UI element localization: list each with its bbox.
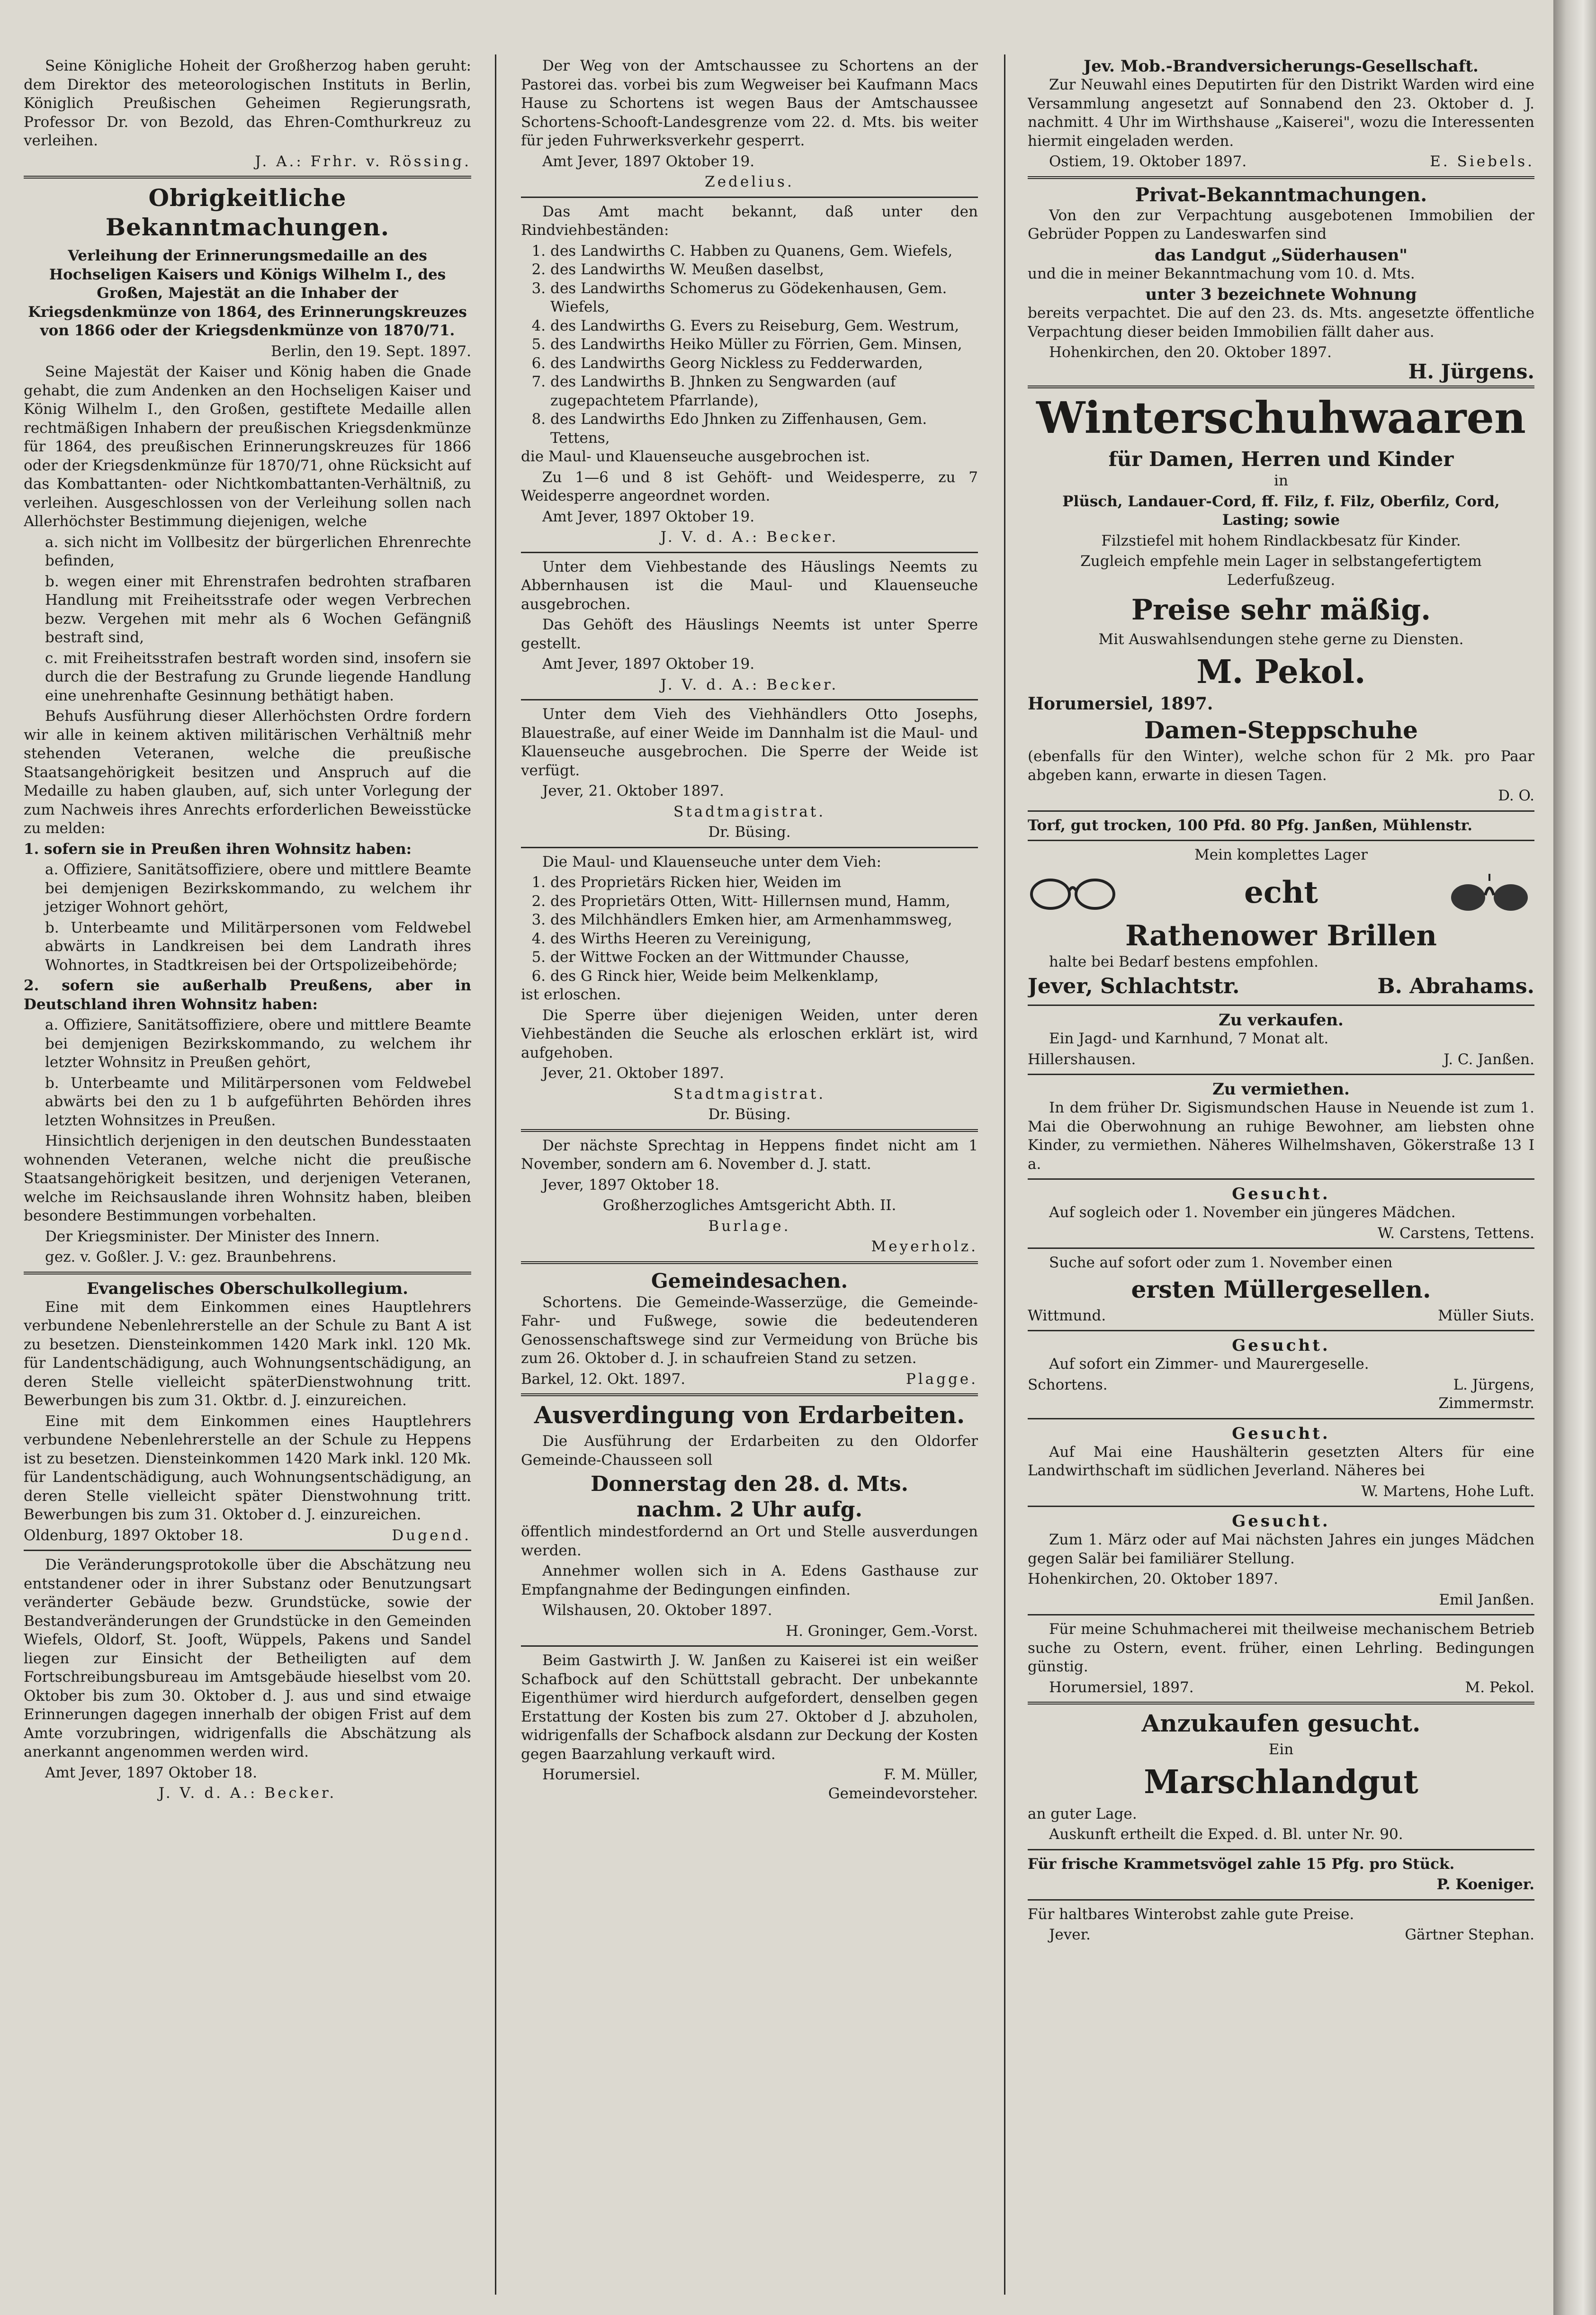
aus-time: nachm. 2 Uhr aufg.	[637, 1498, 862, 1522]
intro-signature: J. A.: Frhr. v. Rössing.	[255, 153, 471, 170]
ges3-title: Gesucht.	[1232, 1336, 1330, 1355]
gem-signature: Plagge.	[906, 1370, 978, 1388]
rind-intro: Das Amt macht bekannt, daß unter den Rindviehbeständen:	[521, 203, 978, 239]
obst-footer	[1028, 1926, 1534, 1945]
brand-footer	[1028, 153, 1534, 171]
divider	[521, 1393, 978, 1396]
win-paragraph: Plüsch, Landauer-Cord, ff. Filz, f. Filz, Oberfilz, Cord, Lasting; sowie	[1062, 493, 1500, 529]
weg-signature: Zedelius.	[705, 173, 794, 190]
neemts-paragraph: Das Gehöft des Häuslings Neemts ist unter Sperre gestellt.	[521, 616, 978, 652]
damen-paragraph: (ebenfalls für den Winter), welche schon für 2 Mk. pro Paar abgeben kann, erwarte in diesen Tagen.	[1028, 748, 1534, 784]
rind-list	[521, 242, 978, 448]
ank-name: Marschlandgut	[1144, 1763, 1418, 1801]
page-edge	[1553, 0, 1596, 2315]
priv-subject: unter 3 bezeichnete Wohnung	[1145, 285, 1417, 304]
win-paragraph: Filzstiefel mit hohem Rindlackbesatz für Kinder.	[1101, 532, 1461, 549]
spectacles-icon	[1028, 871, 1118, 914]
win-title: Winterschuhwaaren	[1036, 392, 1526, 443]
ges5-paragraph: Zum 1. März oder auf Mai nächsten Jahres ein junges Mädchen gegen Salär bei familiärer Stellung.	[1028, 1531, 1534, 1567]
ank-paragraph: Auskunft ertheilt die Exped. d. Bl. unter Nr. 90.	[1049, 1826, 1403, 1843]
list-item: 5. des Landwirths Heiko Müller zu Förrien, Gem. Minsen,	[550, 335, 978, 354]
win-paragraph: Zugleich empfehle mein Lager in selbstangefertigtem Lederfußzeug.	[1080, 553, 1482, 589]
ges3-footer	[1028, 1376, 1534, 1395]
priv-place: Hohenkirchen, den 20. Oktober 1897.	[1049, 344, 1332, 361]
maul-list	[521, 873, 978, 986]
gem-paragraph: Schortens. Die Gemeinde-Wasserzüge, die Gemeinde-Fahr- und Fußwege, sowie die bedeutenderen Genossenschaftswege sind zur Vermeidung von Brüche bis zum 26. Oktober d. J. in schaufreien Stand zu setzen.	[521, 1293, 978, 1367]
list-item: 6. des Landwirths Georg Nickless zu Fedderwarden,	[550, 354, 978, 373]
divider	[1028, 176, 1534, 179]
medal-date: Berlin, den 19. Sept. 1897.	[271, 342, 471, 360]
medal-paragraph: Hinsichtlich derjenigen in den deutschen Bundesstaaten wohnenden Veteranen, welche nicht die preußische Staatsangehörigkeit besitzen, und derjenigen Veteranen, welche im Reichsauslande ihren Wohnsitz haben, bleiben besondere Bestimmungen vorbehalten.	[24, 1132, 471, 1224]
divider	[24, 176, 471, 179]
priv-title: Privat-Bekanntmachungen.	[1135, 183, 1427, 206]
list-item: 3. des Landwirths Schomerus zu Gödekenhausen, Gem. Wiefels,	[550, 279, 978, 317]
gem-footer	[521, 1370, 978, 1389]
weg-paragraph: Der Weg von der Amtschaussee zu Schortens an der Pastorei das. vorbei bis zum Wegweiser bei Kaufmann Macs Hause zu Schortens ist wegen Baus der Amtschaussee Schortens-Schooft-Landesgrenze vom 22. d. Mts. bis weiter für jeden Fuhrwerksverkehr gesperrt.	[521, 57, 978, 149]
medal-item: b. Unterbeamte und Militärpersonen vom Feldwebel abwärts bei den zu 1 b aufgeführten Behörden ihres letzten Wohnsitzes in Preußen.	[45, 1074, 471, 1129]
list-item: 1. des Proprietärs Ricken hier, Weiden im	[550, 873, 978, 892]
schaf-signature: Gemeindevorsteher.	[828, 1785, 978, 1802]
divider	[521, 552, 978, 553]
divider	[1028, 1506, 1534, 1507]
ev-paragraph: Eine mit dem Einkommen eines Hauptlehrers verbundene Nebenlehrerstelle an der Schule zu Bant A ist zu besetzen. Diensteinkommen 1420 Mark inkl. 120 Mk. für Landentschädigung, auch Wohnungsentschädigung, an deren Stelle vielleicht späterDienstwohnung tritt. Bewerbungen bis zum 31. Oktbr. d. J. einzureichen.	[24, 1298, 471, 1409]
schaf-signature: F. M. Müller,	[884, 1766, 978, 1783]
damen-signature: D. O.	[1498, 787, 1534, 804]
rind-signature: J. V. d. A.: Becker.	[660, 529, 839, 546]
ges4-paragraph: Auf Mai eine Haushälterin gesetzten Alters für eine Landwirthschaft im südlichen Jeverland. Näheres bei	[1028, 1443, 1534, 1479]
medal-signature: Der Kriegsminister. Der Minister des Innern.	[45, 1228, 380, 1245]
schaf-paragraph: Beim Gastwirth J. W. Janßen zu Kaiserei ist ein weißer Schafbock auf den Schüttstall gebracht. Der unbekannte Eigenthümer wird hierdurch aufgefordert, denselben gegen Erstattung der Kosten bis zum 27. Oktober d J. abzuholen, widrigenfalls der Schafbock alsdann zur Deckung der Kosten gegen Baarzahlung verkauft wird.	[521, 1652, 978, 1763]
aus-place: Wilshausen, 20. Oktober 1897.	[542, 1602, 772, 1619]
ges3-signature: Zimmermstr.	[1438, 1395, 1534, 1412]
neemts-signature: J. V. d. A.: Becker.	[660, 676, 839, 693]
pince-nez-icon	[1444, 871, 1534, 914]
list-item: 7. des Landwirths B. Jhnken zu Sengwarden (auf zugepachtetem Pfarrlande),	[550, 373, 978, 410]
verk-signature: J. C. Janßen.	[1444, 1050, 1534, 1068]
priv-signature: H. Jürgens.	[1408, 359, 1534, 383]
list-item: 1. des Landwirths C. Habben zu Quanens, Gem. Wiefels,	[550, 242, 978, 261]
divider	[1028, 1849, 1534, 1850]
divider	[521, 847, 978, 848]
maul-signature: Dr. Büsing.	[708, 1106, 791, 1123]
sprech-signature: Burlage.	[708, 1217, 791, 1235]
ges2-footer	[1028, 1307, 1534, 1326]
verk-paragraph: Ein Jagd- und Karnhund, 7 Monat alt.	[1049, 1030, 1329, 1047]
divider	[1028, 1247, 1534, 1249]
ges1-signature: W. Carstens, Tettens.	[1377, 1224, 1534, 1242]
verm-title: Zu vermiethen.	[1212, 1080, 1350, 1099]
brand-signature: E. Siebels.	[1430, 153, 1534, 170]
medal-item: b. wegen einer mit Ehrenstrafen bedrohten strafbaren Handlung mit Freiheitsstrafe oder wegen Verbrechen bezw. Vergehen mit mehr als 6 Wochen Gefängniß bestraft sind,	[45, 573, 471, 646]
neemts-place: Amt Jever, 1897 Oktober 19.	[542, 655, 755, 673]
win-price: Preise sehr mäßig.	[1131, 593, 1431, 627]
obst-signature: Gärtner Stephan.	[1405, 1926, 1534, 1943]
brand-place: Ostiem, 19. Oktober 1897.	[1049, 153, 1247, 170]
section-title: Obrigkeitliche Bekanntmachungen.	[105, 184, 390, 241]
medal-signature: gez. v. Goßler. J. V.: gez. Braunbehrens.	[45, 1248, 337, 1265]
win-subtitle: für Damen, Herren und Kinder	[1108, 448, 1454, 471]
ank-ein: Ein	[1268, 1741, 1294, 1758]
divider	[1028, 1614, 1534, 1615]
list-item: 2. des Proprietärs Otten, Witt- Hillernsen mund, Hamm,	[550, 892, 978, 911]
intro-notice: Seine Königliche Hoheit der Großherzog haben geruht: dem Direktor des meteorologischen Instituts in Berlin, Königlich Preußischen Geheimen Regierungsrath, Professor Dr. von Bezold, das Ehren-Comthurkreuz zu verleihen.	[24, 57, 471, 149]
medal-paragraph: Seine Majestät der Kaiser und König haben die Gnade gehabt, die zum Andenken an den Hochseligen Kaiser und König Wilhelm I., den Großen, gestiftete Medaille allen rechtmäßigen Inhabern der preußischen Kriegsdenkmünze für 1864, des preußischen Erinnerungskreuzes für 1866 oder der Kriegsdenkmünze für 1870/71, ohne Rücksicht auf das Kombattanten- oder Nichtkombattanten-Verhältniß, zu verleihen. Ausgeschlossen von der Verleihung sollen nach Allerhöchster Bestimmung diejenigen, welche	[24, 363, 471, 530]
kram-signature: P. Koeniger.	[1436, 1876, 1534, 1893]
ev-paragraph: Eine mit dem Einkommen eines Hauptlehrers verbundene Nebenlehrerstelle an der Schule zu Heppens ist zu besetzen. Diensteinkommen 1420 Mark inkl. 120 Mk. für Landentschädigung, auch Wohnungsentschädigung, an deren Stelle vielleicht später Dienstwohnung tritt. Bewerbungen bis zum 31. Oktober d. J. einzureichen.	[24, 1412, 471, 1523]
brillen-paragraph: halte bei Bedarf bestens empfohlen.	[1049, 953, 1318, 970]
divider	[521, 1129, 978, 1132]
aus-paragraph: Die Ausführung der Erdarbeiten zu den Oldorfer Gemeinde-Chausseen soll	[521, 1433, 978, 1469]
divider	[521, 197, 978, 198]
divider	[1028, 840, 1534, 841]
brillen-footer	[1028, 973, 1534, 1000]
column-3	[1028, 57, 1534, 2283]
win-in: in	[1274, 472, 1288, 489]
kram-paragraph: Für frische Krammetsvögel zahle 15 Pfg. pro Stück.	[1028, 1855, 1455, 1873]
divider	[1028, 1005, 1534, 1006]
priv-footer	[1028, 343, 1534, 362]
medal-item: c. mit Freiheitsstrafen bestraft worden sind, insofern sie durch die der Bestrafung zu Grunde liegende Handlung eine unehrenhafte Gesinnung bethätigt haben.	[45, 649, 471, 704]
divider	[1028, 810, 1534, 812]
aus-signature: H. Groninger, Gem.-Vorst.	[786, 1622, 978, 1640]
maul-intro: Die Maul- und Klauenseuche unter dem Vieh:	[542, 853, 881, 870]
brillen-place: Jever, Schlachtstr.	[1028, 974, 1240, 998]
ges2-paragraph: Suche auf sofort oder zum 1. November einen	[1049, 1254, 1393, 1271]
ges3-signature: L. Jürgens,	[1453, 1376, 1534, 1393]
priv-paragraph: bereits verpachtet. Die auf den 23. ds. Mts. angesetzte öffentliche Verpachtung dieser beiden Immobilien fällt daher aus.	[1028, 305, 1534, 341]
otto-signature: Dr. Büsing.	[708, 824, 791, 841]
ges1-title: Gesucht.	[1232, 1184, 1330, 1203]
ev-title: Evangelisches Oberschulkollegium.	[87, 1279, 408, 1298]
schaf-footer	[521, 1766, 978, 1785]
column-rule	[1004, 54, 1005, 2295]
list-item: 6. des G Rinck hier, Weide beim Melkenklamp,	[550, 967, 978, 986]
damen-title: Damen-Steppschuhe	[1144, 716, 1418, 744]
lehr-place: Horumersiel, 1897.	[1049, 1678, 1194, 1696]
verk-title: Zu verkaufen.	[1219, 1011, 1344, 1030]
brillen-signature: B. Abrahams.	[1377, 974, 1534, 998]
ges1-paragraph: Auf sogleich oder 1. November ein jüngeres Mädchen.	[1049, 1204, 1456, 1221]
win-name: M. Pekol.	[1196, 653, 1366, 691]
list-item: 2. des Landwirths W. Meußen daselbst,	[550, 260, 978, 279]
divider	[521, 699, 978, 700]
rind-paragraph: Zu 1—6 und 8 ist Gehöft- und Weidesperre, zu 7 Weidesperre angeordnet worden.	[521, 468, 978, 504]
ges5-signature: Emil Janßen.	[1439, 1591, 1534, 1608]
divider	[521, 1645, 978, 1647]
verk-footer	[1028, 1050, 1534, 1069]
list-item: 3. des Milchhändlers Emken hier, am Armenhammsweg,	[550, 911, 978, 930]
torf-ad: Torf, gut trocken, 100 Pfd. 80 Pfg. Janßen, Mühlenstr.	[1028, 817, 1473, 834]
ges2-title: ersten Müllergesellen.	[1131, 1275, 1431, 1303]
obst-paragraph: Für haltbares Winterobst zahle gute Preise.	[1028, 1905, 1354, 1923]
aus-title: Ausverdingung von Erdarbeiten.	[534, 1401, 965, 1429]
neemts-paragraph: Unter dem Viehbestande des Häuslings Neemts zu Abbernhausen ist die Maul- und Klauenseuche ausgebrochen.	[521, 558, 978, 613]
brillen-illustration	[1028, 867, 1534, 919]
brillen-paragraph: Mein komplettes Lager	[1194, 846, 1368, 863]
divider	[1028, 1074, 1534, 1075]
obst-place: Jever.	[1049, 1926, 1091, 1943]
lehr-signature: M. Pekol.	[1465, 1678, 1534, 1696]
column-1	[24, 57, 471, 2283]
medal-item: a. sich nicht im Vollbesitz der bürgerlichen Ehrenrechte befinden,	[45, 533, 471, 569]
ank-title: Anzukaufen gesucht.	[1141, 1709, 1421, 1737]
sprech-signature: Meyerholz.	[871, 1238, 978, 1255]
win-place: Horumersiel, 1897.	[1028, 693, 1213, 714]
brillen-title: Rathenower Brillen	[1125, 919, 1437, 952]
verm-paragraph: In dem früher Dr. Sigismundschen Hause in Neuende ist zum 1. Mai die Oberwohnung an ruhige Bewohner, am liebsten ohne Kinder, zu vermiethen. Näheres Wilhelmshaven, Gökerstraße 13 I a.	[1028, 1099, 1534, 1173]
column-2	[521, 57, 978, 2283]
ver-paragraph: Die Veränderungsprotokolle über die Abschätzung neu entstandener oder in ihrer Substanz oder Benutzungsart veränderter Gebäude bezw. Grundstücke, sowie der Bestandveränderungen der Grundstücke in den Gemeinden Wiefels, Oldorf, St. Jooft, Wüppels, Pakens und Sandel liegen zur Einsicht der Betheiligten auf dem Fortschreibungsbureau im Amtsgebäude hieselbst vom 20. Oktober bis zum 30. Oktober d. J. aus und sind etwaige Erinnerungen dagegen innerhalb der obigen Frist auf dem Amte vorzubringen, widrigenfalls die Abschätzung als anerkannt angenommen werden wird.	[24, 1556, 471, 1760]
medal-title: Verleihung der Erinnerungsmedaille an des Hochseligen Kaisers und Königs Wilhelm I., des Großen, Majestät an die Inhaber der Kriegsdenkmünze von 1864, des Erinnerungskreuzes von 1866 oder der Kriegsdenkmünze von 1870/71.	[28, 247, 467, 339]
column-rule	[495, 54, 496, 2295]
aus-paragraph: Annehmer wollen sich in A. Edens Gasthause zur Empfangnahme der Bedingungen einfinden.	[521, 1562, 978, 1598]
list-item: 5. der Wittwe Focken an der Wittmunder Chausse,	[550, 948, 978, 967]
schaf-place: Horumersiel.	[542, 1766, 640, 1783]
ev-footer	[24, 1526, 471, 1545]
divider	[24, 1272, 471, 1274]
list-item: 8. des Landwirths Edo Jhnken zu Ziffenhausen, Gem. Tettens,	[550, 410, 978, 448]
ges3-place: Schortens.	[1028, 1376, 1108, 1393]
sprech-paragraph: Der nächste Sprechtag in Heppens findet nicht am 1 November, sondern am 6. November d. J. statt.	[521, 1137, 978, 1173]
aus-date: Donnerstag den 28. d. Mts.	[591, 1472, 908, 1496]
divider	[1028, 1702, 1534, 1705]
maul-outro: ist erloschen.	[521, 986, 621, 1003]
ges3-paragraph: Auf sofort ein Zimmer- und Maurergeselle.	[1049, 1355, 1369, 1373]
ges4-signature: W. Martens, Hohe Luft.	[1361, 1482, 1534, 1500]
sprech-place: Jever, 1897 Oktober 18.	[542, 1176, 719, 1193]
win-paragraph: Mit Auswahlsendungen stehe gerne zu Diensten.	[1098, 631, 1464, 648]
gem-place: Barkel, 12. Okt. 1897.	[521, 1370, 686, 1388]
medal-heading: 1. sofern sie in Preußen ihren Wohnsitz haben:	[24, 840, 412, 858]
medal-heading: 2. sofern sie außerhalb Preußens, aber in Deutschland ihren Wohnsitz haben:	[24, 977, 471, 1013]
medal-item: a. Offiziere, Sanitätsoffiziere, obere und mittlere Beamte bei demjenigen Bezirkskommando, zu welchem ihr jetziger Wohnort gehört,	[45, 861, 471, 915]
ank-paragraph: an guter Lage.	[1028, 1805, 1137, 1822]
medal-paragraph: Behufs Ausführung dieser Allerhöchsten Ordre fordern wir alle in keinem aktiven militärischen Verhältniß mehr stehenden Veteranen, welche die preußische Staatsangehörigkeit besitzen und Anspruch auf die Medaille zu haben glauben, auf, sich unter Vorlegung der zum Nachweis ihres Anrechts erforderlichen Beweisstücke zu melden:	[24, 708, 471, 837]
ev-signature: Dugend.	[392, 1526, 471, 1544]
divider	[1028, 1899, 1534, 1901]
divider	[24, 1550, 471, 1551]
rind-place: Amt Jever, 1897 Oktober 19.	[542, 508, 755, 525]
brand-title: Jev. Mob.-Brandversicherungs-Gesellschaft.	[1084, 57, 1479, 76]
brand-paragraph: Zur Neuwahl eines Deputirten für den Distrikt Warden wird eine Versammlung angesetzt auf Sonnabend den 23. Oktober d. J. nachmitt. 4 Uhr im Wirthshause „Kaiserei", wozu die Interessenten hiermit eingeladen werden.	[1028, 76, 1534, 150]
brillen-echt: echt	[1244, 874, 1318, 910]
rind-outro: die Maul- und Klauenseuche ausgebrochen ist.	[521, 448, 870, 465]
otto-signature: Stadtmagistrat.	[673, 803, 826, 820]
divider	[1028, 1330, 1534, 1331]
divider	[1028, 1418, 1534, 1419]
medal-item: b. Unterbeamte und Militärpersonen vom Feldwebel abwärts in Landkreisen bei dem Landrath ihres Wohnortes, in Stadtkreisen bei der Ortspolizeibehörde;	[45, 919, 471, 974]
ges5-place: Hohenkirchen, 20. Oktober 1897.	[1028, 1570, 1278, 1588]
otto-paragraph: Unter dem Vieh des Viehhändlers Otto Josephs, Blauestraße, auf einer Weide im Dannhalm ist die Maul- und Klauenseuche ausgebrochen. Die Sperre der Weide ist verfügt.	[521, 706, 978, 779]
ges2-signature: Müller Siuts.	[1438, 1307, 1534, 1324]
priv-paragraph: Von den zur Verpachtung ausgebotenen Immobilien der Gebrüder Poppen zu Landeswarfen sind	[1028, 206, 1534, 242]
ev-place: Oldenburg, 1897 Oktober 18.	[24, 1526, 243, 1544]
maul-signature: Stadtmagistrat.	[673, 1085, 826, 1103]
divider	[1028, 1178, 1534, 1180]
list-item: 4. des Wirths Heeren zu Vereinigung,	[550, 930, 978, 949]
divider	[521, 1261, 978, 1264]
ges5-title: Gesucht.	[1232, 1512, 1330, 1531]
list-item: 4. des Landwirths G. Evers zu Reiseburg, Gem. Westrum,	[550, 317, 978, 336]
aus-paragraph: öffentlich mindestfordernd an Ort und Stelle ausverdungen werden.	[521, 1523, 978, 1559]
divider	[1028, 386, 1534, 388]
maul-place: Jever, 21. Oktober 1897.	[542, 1065, 724, 1082]
gem-title: Gemeindesachen.	[651, 1269, 848, 1292]
priv-name: das Landgut „Süderhausen"	[1154, 245, 1408, 265]
priv-paragraph: und die in meiner Bekanntmachung vom 10. d. Mts.	[1028, 265, 1415, 282]
medal-item: a. Offiziere, Sanitätsoffiziere, obere und mittlere Beamte bei demjenigen Bezirkskommando, zu welchem ihr letzter Wohnsitz in Preußen gehört,	[45, 1016, 471, 1071]
ver-place: Amt Jever, 1897 Oktober 18.	[45, 1764, 258, 1781]
lehr-footer	[1028, 1678, 1534, 1697]
weg-place: Amt Jever, 1897 Oktober 19.	[542, 153, 755, 170]
otto-place: Jever, 21. Oktober 1897.	[542, 782, 724, 799]
maul-paragraph: Die Sperre über diejenigen Weiden, unter deren Viehbeständen die Seuche als erloschen erklärt ist, wird aufgehoben.	[521, 1006, 978, 1061]
verk-place: Hillershausen.	[1028, 1050, 1136, 1068]
ges4-title: Gesucht.	[1232, 1424, 1330, 1443]
ges2-place: Wittmund.	[1028, 1307, 1106, 1324]
ver-signature: J. V. d. A.: Becker.	[158, 1785, 337, 1802]
sprech-org: Großherzogliches Amtsgericht Abth. II.	[602, 1197, 897, 1214]
lehr-paragraph: Für meine Schuhmacherei mit theilweise mechanischem Betrieb suche zu Ostern, event. früher, einen Lehrling. Bedingungen günstig.	[1028, 1621, 1534, 1675]
